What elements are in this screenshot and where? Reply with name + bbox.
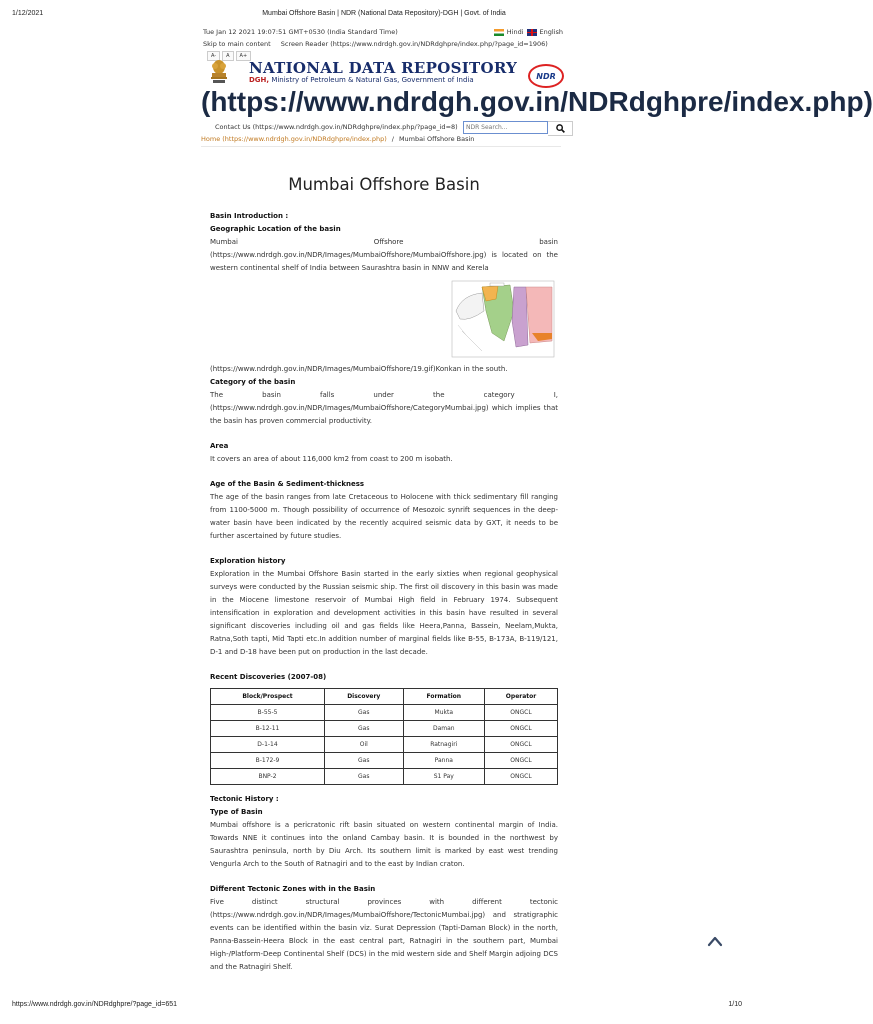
skip-to-main-link[interactable]: Skip to main content <box>203 40 271 48</box>
tectonic-zones-heading: Different Tectonic Zones with in the Basin <box>210 885 376 893</box>
table-row <box>211 753 558 769</box>
table-cell: Gas <box>324 705 403 721</box>
category-text: The basin falls under the category I, (https://www.ndrdgh.gov.in/NDR/Images/MumbaiOffshore/CategoryMumbai.jpg) which implies that the basin has proven commercial productivity. <box>210 391 558 425</box>
geo-location-text: Mumbai Offshore basin (https://www.ndrdgh.gov.in/NDR/Images/MumbaiOffshore/MumbaiOffshore.jpg) is located on the western continental shelf of India between Saurashtra basin in NNW and Kerela <box>210 238 558 272</box>
search-icon <box>556 124 565 133</box>
table-cell: D-1-14 <box>211 737 325 753</box>
breadcrumb-home-link[interactable]: Home (https://www.ndrdgh.gov.in/NDRdghpre/index.php) <box>201 135 387 143</box>
table-cell: Gas <box>324 721 403 737</box>
category-heading: Category of the basin <box>210 378 296 386</box>
header-divider <box>201 146 561 147</box>
table-cell: S1 Pay <box>403 769 484 785</box>
table-row <box>211 705 558 721</box>
table-row <box>211 737 558 753</box>
hindi-link[interactable]: Hindi <box>506 28 524 36</box>
breadcrumb-current: Mumbai Offshore Basin <box>398 135 475 143</box>
font-decrease-button[interactable]: A- <box>207 51 220 61</box>
table-cell: Daman <box>403 721 484 737</box>
table-header-row <box>211 689 558 705</box>
table-cell: ONGCL <box>485 705 558 721</box>
ndr-logo[interactable]: NDR <box>528 64 564 88</box>
basin-type-text: Mumbai offshore is a pericratonic rift basin situated on western continental margin of India. Towards NNE it continues into the onland Cambay basin. It is bounded in the northwest by Saurashtra peninsula, north by Diu Arch. Its southern limit is marked by east west trending Vengurla Arch to the South of Ratnagiri and to the east by Indian craton. <box>210 821 558 868</box>
geo-location-heading: Geographic Location of the basin <box>210 225 341 233</box>
page-title: Mumbai Offshore Basin <box>288 175 480 194</box>
print-footer-url: https://www.ndrdgh.gov.in/NDRdghpre/?page_id=651 <box>12 1001 178 1008</box>
table-cell: ONGCL <box>485 737 558 753</box>
table-cell: ONGCL <box>485 753 558 769</box>
print-title: Mumbai Offshore Basin | NDR (National Data Repository)-DGH | Govt. of India <box>262 10 506 17</box>
india-flag-icon <box>494 29 504 36</box>
exploration-text: Exploration in the Mumbai Offshore Basin started in the early sixties when regional geophysical surveys were conducted by the Russian seismic ship. The first oil discovery in this basin was made in the Miocene limestone reservoir of Mumbai High field in February 1974. Subsequent intensification in exploration and development activities in this basin have resulted in several significant discoveries including oil and gas fields like Heera,Panna, Bassein, Neelam,Mukta, Ratna,Soth tapti, Mid Tapti etc.In addition number of marginal fields like B-55, B-173A, B-119/121, D-1 and D-18 have been put on production in the last decade. <box>210 570 558 656</box>
column-header: Formation <box>403 689 484 705</box>
table-cell: Oil <box>324 737 403 753</box>
breadcrumb-separator: / <box>391 135 394 143</box>
table-cell: Ratnagiri <box>403 737 484 753</box>
column-header: Block/Prospect <box>211 689 325 705</box>
discoveries-table <box>210 688 558 785</box>
tectonic-history-heading: Tectonic History : <box>210 795 279 803</box>
table-cell: B-172-9 <box>211 753 325 769</box>
contact-us-link[interactable]: Contact Us (https://www.ndrdgh.gov.in/NDRdghpre/index.php/?page_id=8) <box>215 123 458 131</box>
home-link[interactable]: (https://www.ndrdgh.gov.in/NDRdghpre/index.php) <box>201 86 873 117</box>
table-cell: Panna <box>403 753 484 769</box>
basin-map-image[interactable] <box>452 281 554 357</box>
ministry-label: Ministry of Petroleum & Natural Gas, Government of India <box>271 76 474 84</box>
dgh-label: DGH, <box>249 76 270 84</box>
font-increase-button[interactable]: A+ <box>236 51 252 61</box>
tectonic-zones-text: Five distinct structural provinces with different tectonic (https://www.ndrdgh.gov.in/NDR/Images/MumbaiOffshore/TectonicMumbai.jpg) and stratigraphic events can be identified within the basin viz. Surat Depression (Tapti-Daman Block) in the north, Panna-Bassein-Heera Block in the east central part, Ratnagiri in the southern part, Mumbai High-/Platform-Deep Continental Shelf (DCS) in the mid western side and Shelf Margin adjoing DCS and the Ratnagiri Shelf. <box>210 898 558 971</box>
datetime: Tue Jan 12 2021 19:07:51 GMT+0530 (India Standard Time) <box>203 28 398 36</box>
table-cell: ONGCL <box>485 721 558 737</box>
site-subtitle <box>249 76 474 84</box>
table-cell: BNP-2 <box>211 769 325 785</box>
top-bar <box>203 28 563 36</box>
main-content <box>210 174 558 974</box>
breadcrumb <box>201 135 474 143</box>
geo-location-text-continued: (https://www.ndrdgh.gov.in/NDR/Images/MumbaiOffshore/19.gif)Konkan in the south. <box>210 365 508 373</box>
uk-flag-icon <box>527 29 537 36</box>
search-form <box>463 121 573 136</box>
basin-type-heading: Type of Basin <box>210 808 263 816</box>
exploration-heading: Exploration history <box>210 557 286 565</box>
table-cell: Gas <box>324 753 403 769</box>
table-row <box>211 721 558 737</box>
search-button[interactable] <box>548 121 573 136</box>
screen-reader-link[interactable]: Screen Reader (https://www.ndrdgh.gov.in/NDRdghpre/index.php/?page_id=1906) <box>280 40 548 48</box>
table-cell: Gas <box>324 769 403 785</box>
table-row <box>211 769 558 785</box>
site-title[interactable]: NATIONAL DATA REPOSITORY <box>249 59 518 77</box>
english-link[interactable]: English <box>539 28 563 36</box>
scroll-to-top-button[interactable] <box>707 935 723 947</box>
age-text: The age of the basin ranges from late Cretaceous to Holocene with thick sedimentary fill ranging from 1100-5000 m. Though possibility of occurrence of Mesozoic synrift sequences in the deep-water basin have been indicated by the recently acquired seismic data by GXT, it needs to be further ascertained by future studies. <box>210 493 558 540</box>
table-cell: B-12-11 <box>211 721 325 737</box>
language-switch <box>494 28 563 36</box>
table-cell: B-55-5 <box>211 705 325 721</box>
accessibility-links <box>203 40 556 48</box>
table-cell: Mukta <box>403 705 484 721</box>
font-normal-button[interactable]: A <box>222 51 233 61</box>
area-heading: Area <box>210 442 229 450</box>
recent-discoveries-heading: Recent Discoveries (2007-08) <box>210 673 327 681</box>
chevron-up-icon <box>709 938 721 945</box>
table-cell: ONGCL <box>485 769 558 785</box>
age-heading: Age of the Basin & Sediment-thickness <box>210 480 365 488</box>
column-header: Discovery <box>324 689 403 705</box>
search-input[interactable] <box>463 121 548 134</box>
print-date: 1/12/2021 <box>12 10 44 17</box>
area-text: It covers an area of about 116,000 km2 from coast to 200 m isobath. <box>210 455 453 463</box>
column-header: Operator <box>485 689 558 705</box>
print-page-count: 1/10 <box>728 1001 742 1008</box>
national-emblem-icon <box>208 58 230 86</box>
basin-intro-heading: Basin Introduction : <box>210 212 289 220</box>
